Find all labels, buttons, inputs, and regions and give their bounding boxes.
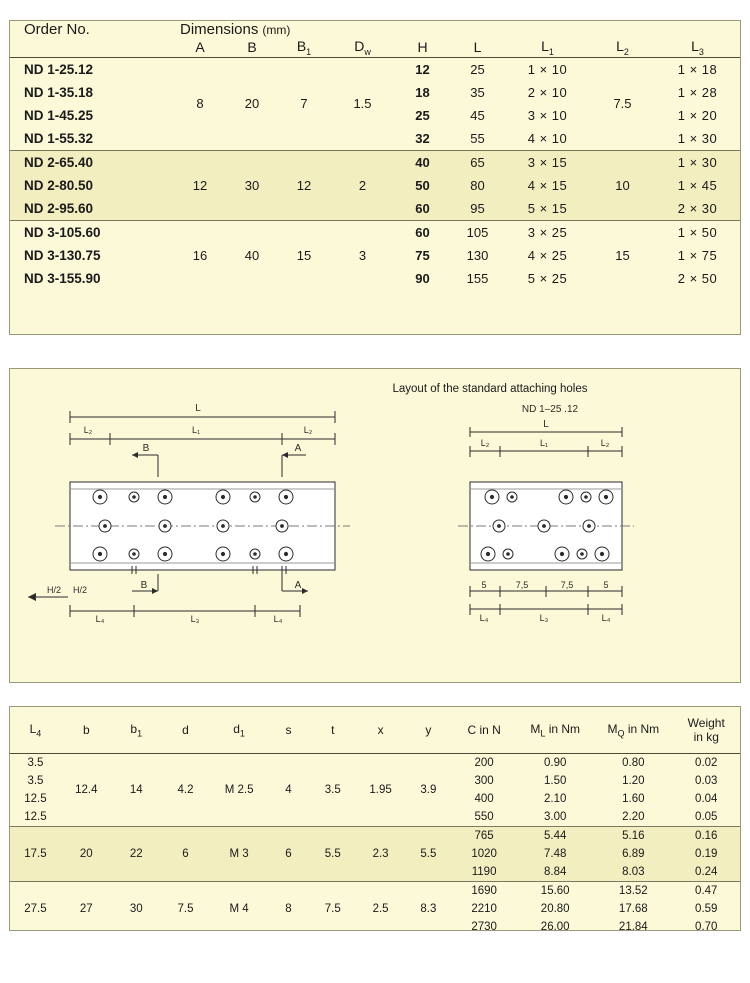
cell-l3: 1 × 45 bbox=[655, 174, 740, 197]
header-b: b bbox=[82, 723, 90, 737]
cell-l4: 27.5 bbox=[24, 903, 47, 915]
drawing-panel bbox=[9, 368, 741, 683]
cell-ml: 2.10 bbox=[544, 793, 567, 805]
table-row bbox=[10, 221, 740, 244]
cell-l: 95 bbox=[450, 197, 505, 221]
header-mq-sub: Q bbox=[617, 728, 625, 739]
cell-l2: 10 bbox=[590, 151, 655, 221]
cell-l3: 1 × 20 bbox=[677, 107, 718, 123]
cell-order: ND 1-45.25 bbox=[24, 107, 94, 123]
cell-ml: 20.80 bbox=[540, 903, 570, 915]
header-dimensions-label: Dimensions bbox=[180, 21, 259, 38]
cell-l1: 3 × 25 bbox=[527, 224, 568, 240]
cell-h: 60 bbox=[395, 197, 450, 221]
header-weight-line1: Weight bbox=[687, 716, 725, 730]
header-d1 bbox=[210, 707, 268, 754]
cell-l3: 1 × 28 bbox=[677, 84, 718, 100]
cell-h: 60 bbox=[415, 224, 430, 240]
cell-a: 16 bbox=[192, 247, 208, 263]
svg-text:A: A bbox=[294, 443, 302, 454]
cell-weight: 0.04 bbox=[695, 793, 718, 805]
drawing-title: Layout of the standard attaching holes bbox=[392, 383, 588, 395]
header-col-l: L bbox=[473, 39, 482, 56]
header-l4-sub: 4 bbox=[36, 728, 42, 739]
svg-text:5: 5 bbox=[481, 580, 487, 590]
cell-dw: 2 bbox=[330, 151, 395, 221]
cell-a: 8 bbox=[196, 96, 204, 112]
cell-mq: 5.16 bbox=[594, 827, 672, 845]
cell-ml: 5.44 bbox=[516, 827, 594, 845]
header-mq-base: M bbox=[607, 721, 618, 736]
cell-order: ND 1-55.32 bbox=[24, 130, 94, 146]
svg-text:B: B bbox=[140, 580, 148, 591]
cell-y: 3.9 bbox=[420, 784, 437, 796]
svg-text:L₃: L₃ bbox=[539, 613, 549, 623]
header-spacer-h bbox=[395, 21, 450, 38]
header-b1-base: b bbox=[130, 721, 138, 736]
svg-text:L₄: L₄ bbox=[273, 614, 283, 624]
header-col-l3-sub: 3 bbox=[698, 46, 704, 57]
cell-l4: 12.5 bbox=[24, 811, 47, 823]
cell-l1: 3 × 15 bbox=[505, 151, 590, 174]
cell-l4: 3.5 bbox=[27, 757, 44, 769]
header-spacer-l2 bbox=[590, 21, 655, 38]
cell-ml: 15.60 bbox=[540, 885, 570, 897]
properties-table bbox=[10, 707, 740, 936]
cell-l: 80 bbox=[450, 174, 505, 197]
header-col-b: B bbox=[247, 39, 257, 56]
header-ml-sub: L bbox=[540, 728, 546, 739]
cell-order: ND 3-130.75 bbox=[24, 247, 101, 263]
table-row bbox=[10, 754, 740, 772]
cell-s: 4 bbox=[285, 784, 292, 796]
header-weight bbox=[672, 707, 740, 754]
properties-table-panel bbox=[9, 706, 741, 931]
cell-t: 7.5 bbox=[324, 903, 341, 915]
cell-c: 765 bbox=[452, 827, 516, 845]
cell-mq: 8.03 bbox=[594, 863, 672, 882]
cell-weight: 0.24 bbox=[672, 863, 740, 882]
header-col-dw-base: D bbox=[354, 38, 365, 54]
header-ml-base: M bbox=[530, 721, 541, 736]
svg-text:L₁: L₁ bbox=[191, 425, 201, 435]
cell-c: 1690 bbox=[471, 885, 497, 897]
header-l4 bbox=[10, 707, 61, 754]
svg-text:5: 5 bbox=[603, 580, 609, 590]
cell-b1: 15 bbox=[296, 247, 312, 263]
header-col-l1 bbox=[505, 38, 590, 57]
cell-weight: 0.05 bbox=[695, 811, 718, 823]
cell-mq: 1.20 bbox=[622, 775, 645, 787]
cell-c: 200 bbox=[474, 757, 494, 769]
cell-l3: 1 × 75 bbox=[677, 247, 718, 263]
dimensions-table bbox=[10, 21, 740, 290]
cell-weight: 0.70 bbox=[695, 921, 718, 933]
header-dimensions-unit: (mm) bbox=[262, 23, 291, 37]
header-x: x bbox=[377, 723, 384, 737]
svg-text:L₄: L₄ bbox=[479, 613, 489, 623]
header-ml-unit: in Nm bbox=[545, 721, 581, 736]
cell-c: 2730 bbox=[471, 921, 497, 933]
cell-h: 75 bbox=[415, 247, 430, 263]
cell-l: 55 bbox=[470, 130, 485, 146]
header-d1-sub: 1 bbox=[239, 728, 245, 739]
svg-text:L₂: L₂ bbox=[480, 438, 490, 448]
cell-l2: 7.5 bbox=[613, 96, 632, 112]
cell-weight: 0.03 bbox=[695, 775, 718, 787]
cell-t: 3.5 bbox=[324, 784, 341, 796]
table-row bbox=[10, 827, 740, 845]
cell-order: ND 1-35.18 bbox=[24, 84, 94, 100]
cell-order: ND 1-25.12 bbox=[24, 61, 94, 77]
cell-x: 2.5 bbox=[372, 903, 389, 915]
header-order-no: Order No. bbox=[24, 21, 90, 38]
table-header-row-2 bbox=[10, 38, 740, 57]
svg-text:L₂: L₂ bbox=[83, 425, 93, 435]
cell-ml: 3.00 bbox=[544, 811, 567, 823]
cell-l: 155 bbox=[466, 270, 489, 286]
cell-b: 30 bbox=[226, 151, 278, 221]
cell-h: 40 bbox=[395, 151, 450, 174]
header-weight-line2: in kg bbox=[693, 730, 719, 744]
cell-mq: 13.52 bbox=[618, 885, 648, 897]
cell-b: 27 bbox=[79, 903, 93, 915]
header-y: y bbox=[425, 723, 432, 737]
table-row bbox=[10, 882, 740, 900]
cell-l3: 1 × 30 bbox=[655, 151, 740, 174]
svg-text:L₃: L₃ bbox=[190, 614, 200, 624]
header-col-l3-base: L bbox=[691, 38, 699, 54]
cell-b1: 14 bbox=[129, 784, 143, 796]
cell-mq: 6.89 bbox=[594, 845, 672, 863]
cell-mq: 2.20 bbox=[622, 811, 645, 823]
table-header-row bbox=[10, 707, 740, 754]
svg-text:H/2: H/2 bbox=[46, 585, 62, 595]
cell-b: 40 bbox=[244, 247, 260, 263]
cell-l: 45 bbox=[470, 107, 485, 123]
header-col-l3 bbox=[655, 38, 740, 57]
cell-d1: M 2.5 bbox=[224, 784, 254, 796]
header-s: s bbox=[285, 723, 292, 737]
svg-text:L: L bbox=[543, 419, 549, 430]
cell-dw: 1.5 bbox=[353, 96, 372, 112]
cell-l4: 12.5 bbox=[24, 793, 47, 805]
cell-l: 25 bbox=[470, 61, 485, 77]
dimensions-table-panel bbox=[9, 20, 741, 335]
cell-mq: 21.84 bbox=[618, 921, 648, 933]
svg-text:7,5: 7,5 bbox=[515, 580, 529, 590]
cell-l1: 5 × 25 bbox=[527, 270, 568, 286]
cell-c: 1020 bbox=[452, 845, 516, 863]
header-d: d bbox=[182, 723, 189, 737]
header-col-dw-sub: w bbox=[364, 46, 371, 57]
cell-d1: M 4 bbox=[229, 903, 249, 915]
header-spacer-l1 bbox=[505, 21, 590, 38]
cell-b: 12.4 bbox=[75, 784, 98, 796]
cell-l3: 2 × 50 bbox=[677, 270, 718, 286]
cell-weight: 0.19 bbox=[672, 845, 740, 863]
cell-l: 35 bbox=[470, 84, 485, 100]
header-col-l2-base: L bbox=[616, 38, 624, 54]
cell-ml: 7.48 bbox=[516, 845, 594, 863]
table-row bbox=[10, 58, 740, 81]
svg-text:H/2: H/2 bbox=[72, 585, 88, 595]
cell-a: 12 bbox=[174, 151, 226, 221]
svg-text:L₁: L₁ bbox=[539, 438, 549, 448]
cell-t: 5.5 bbox=[309, 827, 356, 882]
cell-x: 2.3 bbox=[356, 827, 404, 882]
cell-dw: 3 bbox=[358, 247, 367, 263]
cell-mq: 1.60 bbox=[622, 793, 645, 805]
cell-b1: 7 bbox=[300, 96, 308, 112]
svg-text:L₂: L₂ bbox=[600, 438, 610, 448]
cell-d: 4.2 bbox=[177, 784, 194, 796]
cell-l1: 4 × 25 bbox=[527, 247, 568, 263]
cell-order: ND 2-80.50 bbox=[10, 174, 174, 197]
header-ml bbox=[516, 707, 594, 754]
cell-h: 12 bbox=[415, 61, 430, 77]
cell-c: 400 bbox=[474, 793, 494, 805]
svg-text:ND 1–25 .12: ND 1–25 .12 bbox=[521, 404, 579, 415]
cell-order: ND 3-155.90 bbox=[24, 270, 101, 286]
cell-l: 130 bbox=[466, 247, 489, 263]
cell-l1: 2 × 10 bbox=[527, 84, 568, 100]
svg-text:A: A bbox=[294, 580, 302, 591]
cell-l4: 3.5 bbox=[27, 775, 44, 787]
cell-l1: 4 × 15 bbox=[505, 174, 590, 197]
cell-d1: M 3 bbox=[210, 827, 268, 882]
cell-x: 1.95 bbox=[369, 784, 392, 796]
header-col-b1-sub: 1 bbox=[306, 46, 312, 57]
cell-ml: 1.50 bbox=[544, 775, 567, 787]
cell-y: 8.3 bbox=[420, 903, 437, 915]
cell-weight: 0.02 bbox=[695, 757, 718, 769]
cell-c: 2210 bbox=[471, 903, 497, 915]
header-t: t bbox=[331, 723, 335, 737]
cell-h: 90 bbox=[415, 270, 430, 286]
header-col-l1-sub: 1 bbox=[548, 46, 554, 57]
cell-l3: 1 × 18 bbox=[677, 61, 718, 77]
header-col-b1-base: B bbox=[296, 38, 307, 54]
cell-ml: 8.84 bbox=[516, 863, 594, 882]
cell-l3: 2 × 30 bbox=[655, 197, 740, 221]
technical-drawing bbox=[10, 369, 742, 682]
cell-l3: 1 × 50 bbox=[677, 224, 718, 240]
table-header-row-1 bbox=[10, 21, 740, 38]
cell-b1: 12 bbox=[278, 151, 330, 221]
cell-s: 6 bbox=[268, 827, 309, 882]
cell-ml: 0.90 bbox=[544, 757, 567, 769]
header-dimensions bbox=[174, 21, 395, 38]
cell-y: 5.5 bbox=[405, 827, 452, 882]
cell-l4: 17.5 bbox=[10, 827, 61, 882]
cell-weight: 0.47 bbox=[695, 885, 718, 897]
cell-l1: 5 × 15 bbox=[505, 197, 590, 221]
cell-b: 20 bbox=[244, 96, 260, 112]
header-blank bbox=[10, 38, 174, 57]
header-spacer-l3 bbox=[655, 21, 740, 38]
cell-h: 25 bbox=[415, 107, 430, 123]
cell-l3: 1 × 30 bbox=[677, 130, 718, 146]
header-col-a: A bbox=[195, 39, 205, 56]
header-col-b1 bbox=[278, 38, 330, 57]
svg-text:L: L bbox=[195, 403, 201, 414]
header-b1-sub: 1 bbox=[137, 728, 143, 739]
cell-b1: 22 bbox=[112, 827, 161, 882]
cell-h: 32 bbox=[415, 130, 430, 146]
cell-h: 50 bbox=[395, 174, 450, 197]
header-col-l2 bbox=[590, 38, 655, 57]
svg-text:L₄: L₄ bbox=[95, 614, 105, 624]
svg-text:L₄: L₄ bbox=[601, 613, 611, 623]
header-spacer-l bbox=[450, 21, 505, 38]
cell-l2: 15 bbox=[615, 247, 630, 263]
cell-h: 18 bbox=[415, 84, 430, 100]
cell-d: 7.5 bbox=[177, 903, 194, 915]
header-col-h: H bbox=[417, 39, 428, 56]
header-mq-unit: in Nm bbox=[624, 721, 660, 736]
cell-b: 20 bbox=[61, 827, 112, 882]
cell-c: 300 bbox=[474, 775, 494, 787]
cell-s: 8 bbox=[285, 903, 292, 915]
cell-d: 6 bbox=[161, 827, 211, 882]
header-col-dw bbox=[330, 38, 395, 57]
table-row bbox=[10, 151, 740, 174]
cell-weight: 0.16 bbox=[672, 827, 740, 845]
svg-text:7,5: 7,5 bbox=[560, 580, 574, 590]
cell-mq: 0.80 bbox=[622, 757, 645, 769]
header-col-l1-base: L bbox=[541, 38, 549, 54]
cell-order: ND 3-105.60 bbox=[24, 224, 101, 240]
cell-ml: 26.00 bbox=[540, 921, 570, 933]
cell-l: 105 bbox=[466, 224, 489, 240]
cell-order: ND 2-95.60 bbox=[10, 197, 174, 221]
cell-b1: 30 bbox=[129, 903, 143, 915]
svg-text:B: B bbox=[142, 443, 150, 454]
header-mq bbox=[594, 707, 672, 754]
header-l4-base: L bbox=[29, 721, 37, 736]
cell-l: 65 bbox=[450, 151, 505, 174]
cell-l1: 4 × 10 bbox=[527, 130, 568, 146]
header-col-l2-sub: 2 bbox=[623, 46, 629, 57]
header-b1 bbox=[112, 707, 161, 754]
svg-text:L₂: L₂ bbox=[303, 425, 313, 435]
cell-c: 550 bbox=[474, 811, 494, 823]
cell-l1: 3 × 10 bbox=[527, 107, 568, 123]
header-d1-base: d bbox=[233, 721, 240, 736]
header-c: C in N bbox=[467, 723, 501, 737]
cell-weight: 0.59 bbox=[695, 903, 718, 915]
cell-mq: 17.68 bbox=[618, 903, 648, 915]
cell-order: ND 2-65.40 bbox=[10, 151, 174, 174]
cell-l1: 1 × 10 bbox=[527, 61, 568, 77]
cell-c: 1190 bbox=[452, 863, 516, 882]
